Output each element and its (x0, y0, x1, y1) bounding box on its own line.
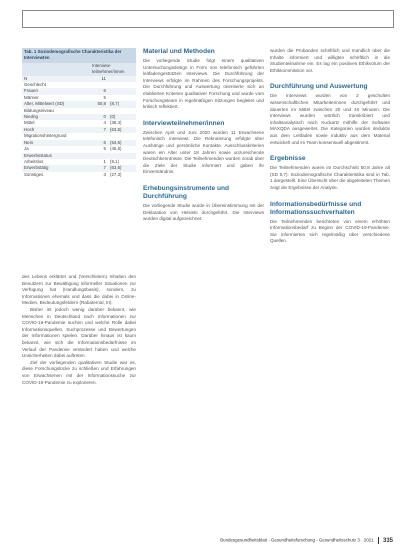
row-label: Niedrig (22, 114, 90, 120)
paragraph: Die vorliegende Studie wurde in Übereinstimmung mit der Deklaration von Helsinki durchgeführt. Die Interviews wurden digital aufgezeichnet. (143, 202, 264, 222)
row-label: Sonstiges (24, 171, 44, 177)
row-count: 7 (90, 165, 108, 171)
row-count: 6 (90, 140, 108, 146)
paragraph: Die Interviews wurden von 2 geschulten wissenschaftlichen Mitarbeiterinnen durchgeführt und dauerten im Mittel zwischen 20 und 40 Minuten. Die Interviews wurden wörtlich transkribiert und inhaltsanalytisch nach Kuckartz mithilfe der Software MAXQDA ausgewertet. Die Kategorien wurden deduktiv aus dem Leitfaden sowie induktiv aus dem Material entwickelt und im Team konsensuell abgestimmt. (270, 93, 390, 145)
paragraph: wurden die Probanden schriftlich und mündlich über die Inhalte informiert und willigten schriftlich in die Studienteilnahme ein. Es lag ein positives Ethikvotum der Ethikkommission vor. (270, 48, 390, 73)
row-label: Hoch (22, 127, 90, 133)
row-percent: (9,1) (110, 158, 120, 164)
paragraph: Bisher ist jedoch wenig darüber bekannt, wie Menschen in Deutschland nach Informationen zur COVID-19-Pandemie suchen und welche Rolle dabei Informationsquellen, Suchprozesse und Bewertungen der Informationen spielen. Darüber hinaus ist kaum bekannt, wie sich die Informationsbedürfnisse im Verlauf der Pandemie verändert haben und welche Unsicherheiten dabei auftreten. (22, 306, 136, 359)
row-label: Alter, Mittelwert (SD) (22, 101, 90, 107)
row-count: 5 (103, 94, 106, 100)
row-count: 6 (90, 88, 108, 94)
row-label: Frauen (22, 88, 90, 94)
row-count: 7 (90, 127, 108, 133)
row-count: 5 (103, 146, 106, 152)
row-label: Arbeitslos (24, 158, 44, 164)
section-heading: Ergebnisse (270, 155, 306, 163)
row-count: 1 (103, 158, 106, 164)
paragraph: Die vorliegende Studie folgt einem qualitativen Untersuchungsdesign in Form von telefonisch geführten leitfadengestützten Interviews. Die Durchführung der Interviews erfolgte im Rahmen des Forschungsprojekts. Die Durchführung und Auswertung orientierte sich an etablierten Kriterien qualitativer Forschung und wurde vom Forschungsteam in regelmäßigen Sitzungen begleitet und kritisch reflektiert. (143, 58, 264, 110)
section-heading: Durchführung und Auswertung (270, 83, 368, 91)
demographics-table (22, 48, 136, 178)
section-heading: Erhebungsinstrumente und Durchführung (143, 184, 230, 200)
row-label: Erwerbsstatus (22, 153, 90, 159)
table-row (22, 172, 136, 178)
column-middle (143, 48, 264, 223)
row-percent: (8,7) (108, 101, 136, 107)
section-heading: Informationsbedürfnisse und Informationssuchverhalten (270, 200, 362, 216)
row-label: Mittel (24, 120, 35, 126)
paragraph: Die Teilnehmenden berichteten von einem erhöhten Informationsbedarf zu Beginn der COVID-19-Pandemie. Sie informierten sich regelmäßig über verschiedene Quellen. (270, 218, 390, 244)
row-percent: (27,3) (110, 171, 122, 177)
row-label: Ja (24, 146, 29, 152)
page-footer (210, 537, 393, 544)
row-count: 50,8 (90, 101, 108, 107)
column-left (22, 274, 136, 386)
table-header-row (22, 63, 136, 76)
table-body (22, 63, 136, 178)
row-label: Männer (24, 94, 39, 100)
row-percent: (63,6) (108, 165, 136, 171)
row-percent: (63,6) (108, 127, 136, 133)
page-number: 335 (382, 537, 393, 544)
row-percent: (36,4) (110, 120, 122, 126)
table-rows (22, 76, 136, 179)
section-heading: Interviewteilnehmer/innen (143, 119, 225, 127)
row-label: N (22, 76, 90, 82)
row-label: Nein (22, 140, 90, 146)
journal-name: Bundesgesundheitsblatt - Gesundheitsforschung - Gesundheitsschutz 3 · 2021 (220, 537, 374, 543)
row-count: 0 (90, 114, 108, 120)
row-label: Geschlecht (24, 82, 46, 88)
header-bar (22, 10, 394, 28)
row-percent: (45,5) (110, 146, 122, 152)
paragraph: Zwischen April und Juni 2020 wurden 11 Erwachsene telefonisch interviewt. Die Rekrutierung erfolgte über Aushänge und persönliche Kontakte. Ausschlusskriterien waren ein Alter unter 18 Jahren sowie unzureichende Deutschkenntnisse. Die Teilnehmenden wurden vorab über die Ziele der Studie informiert und gaben ihr Einverständnis. (143, 129, 264, 175)
row-count: 11 (90, 76, 108, 82)
paragraph: Die Teilnehmenden waren im Durchschnitt 50,8 Jahre alt (SD 8,7). Soziodemografische Charakteristika sind in Tab. 1 dargestellt. Eine Übersicht über die abgeleiteten Themen zeigt die Ergebnisse der Analyse. (270, 165, 390, 190)
row-label: Bildungsniveau (24, 107, 54, 113)
row-label: Migrationshintergrund (24, 133, 67, 139)
row-percent: (54,5) (108, 140, 136, 146)
table-caption: Tab. 1 Soziodemografische Charakteristika der Interviewten (22, 48, 136, 63)
column-right (270, 48, 390, 245)
section-heading: Material und Methoden (143, 48, 215, 55)
row-count: 4 (103, 120, 106, 126)
paragraph: des Lebens erklärter und (Verschleiern) Inhalten den Benutzern zur Bewältigung informeller Situationen zur Verfügung hat (Handlungsbasis), sondern, zu Informationen ehemals und dass die dabei in Online-Medien, Bedeutungsfeldern (Rabaternal, III). (22, 274, 136, 306)
footer-divider (378, 537, 379, 544)
row-percent: (0) (108, 114, 136, 120)
table-header-label: Interview-teilnehmer/innen (90, 63, 136, 76)
row-count: 3 (103, 171, 106, 177)
row-label: Erwerbstätig (22, 165, 90, 171)
paragraph: Ziel der vorliegenden qualitativen Studie war es, diese Forschungslücke zu schließen und Erfahrungen von Erwachsenen mit der Informationssuche zur COVID-19-Pandemie zu explorieren. (22, 359, 136, 385)
